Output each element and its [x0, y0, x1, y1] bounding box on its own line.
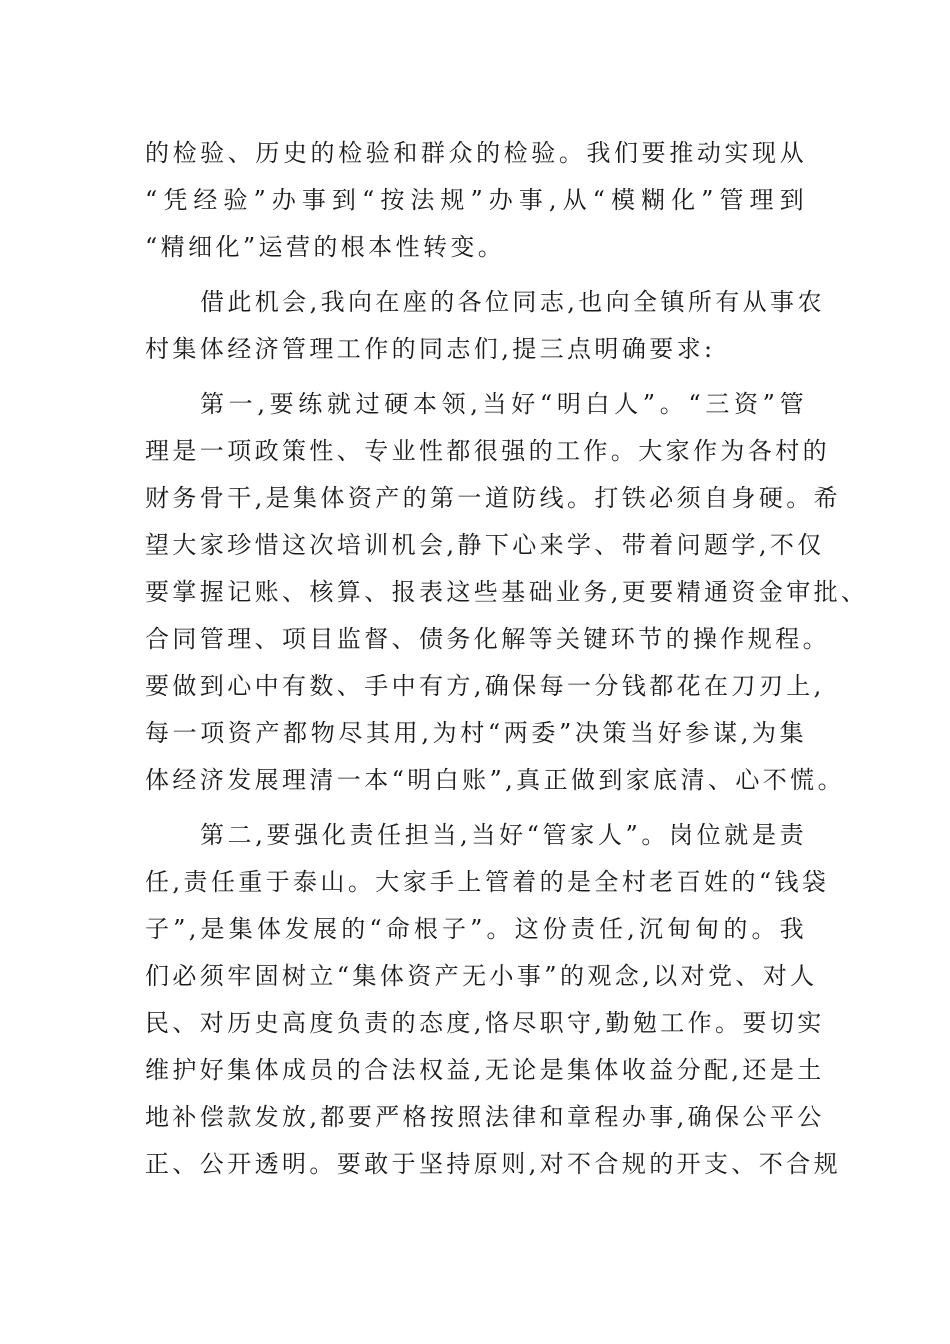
text-line: 正、公开透明。要敢于坚持原则,对不合规的开支、不合规	[145, 1150, 842, 1178]
text-line: “精细化”运营的根本性转变。	[145, 233, 506, 261]
text-line: 地补偿款发放,都要严格按照法律和章程办事,确保公平公	[145, 1103, 825, 1131]
text-line: 村集体经济管理工作的同志们,提三点明确要求:	[145, 335, 716, 363]
text-line: 借此机会,我向在座的各位同志,也向全镇所有从事农	[200, 288, 825, 316]
text-line: 财务骨干,是集体资产的第一道防线。打铁必须自身硬。希	[145, 484, 842, 512]
text-line: 要做到心中有数、手中有方,确保每一分钱都花在刀刃上,	[145, 672, 825, 700]
text-line: 理是一项政策性、专业性都很强的工作。大家作为各村的	[145, 437, 830, 465]
text-line: 任,责任重于泰山。大家手上管着的是全村老百姓的“钱袋	[145, 868, 830, 896]
paragraph	[145, 381, 869, 804]
text-line: 要掌握记账、核算、报表这些基础业务,更要精通资金审批、	[145, 578, 869, 606]
document-body	[145, 130, 869, 1196]
text-line: 望大家珍惜这次培训机会,静下心来学、带着问题学,不仅	[145, 531, 825, 559]
text-line: 第二,要强化责任担当,当好“管家人”。岗位就是责	[200, 821, 807, 849]
text-line: 体经济发展理清一本“明白账”,真正做到家底清、心不慌。	[145, 766, 845, 794]
text-line: 的检验、历史的检验和群众的检验。我们要推动实现从	[145, 139, 807, 167]
text-line: 合同管理、项目监督、债务化解等关键环节的操作规程。	[145, 625, 830, 653]
paragraph	[145, 130, 807, 271]
paragraph	[145, 279, 825, 373]
text-line: 第一,要练就过硬本领,当好“明白人”。“三资”管	[200, 390, 807, 418]
text-line: 民、对历史高度负责的态度,恪尽职守,勤勉工作。要切实	[145, 1009, 825, 1037]
paragraph	[145, 812, 842, 1188]
text-line: 们必须牢固树立“集体资产无小事”的观念,以对党、对人	[145, 962, 818, 990]
text-line: 子”,是集体发展的“命根子”。这份责任,沉甸甸的。我	[145, 915, 807, 943]
text-line: 每一项资产都物尽其用,为村“两委”决策当好参谋,为集	[145, 719, 807, 747]
text-line: 维护好集体成员的合法权益,无论是集体收益分配,还是土	[145, 1056, 825, 1084]
text-line: “凭经验”办事到“按法规”办事,从“模糊化”管理到	[145, 186, 807, 214]
